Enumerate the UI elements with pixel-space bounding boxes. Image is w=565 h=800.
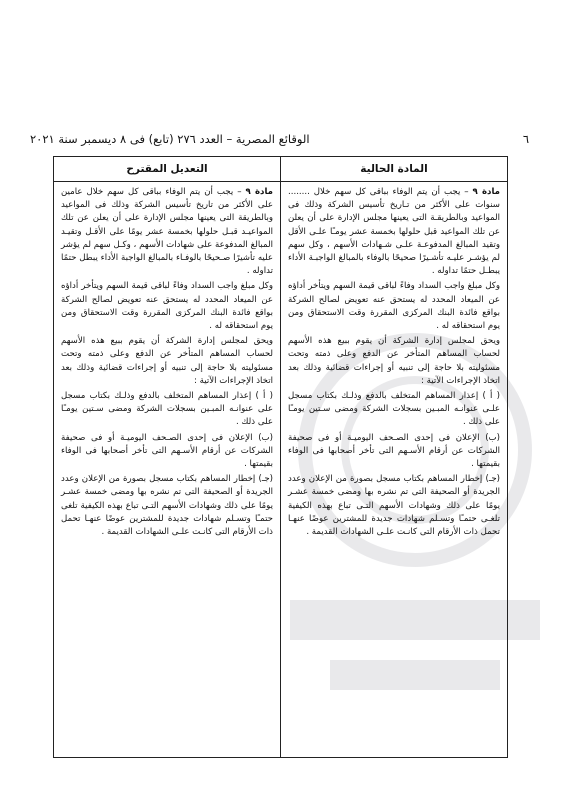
- header-current-article: المادة الحالية: [360, 163, 428, 175]
- proposed-paragraph-3: ويحق لمجلس إدارة الشركة أن يقوم ببيع هذه الأسهم لحساب المساهم المتأخر عن الدفع وعلى ذمته وتحت مسئوليته بلا حاجة إلى تنبيه أو إجراءات قضائية وذلك بعد اتخاذ الإجراءات الآتية :: [61, 336, 273, 386]
- proposed-paragraph-2: وكل مبلغ واجب السداد وفاءً لباقى قيمة السهم ويتأخر أداؤه عن الميعاد المحدد له يستحق عنه تعويض لصالح الشركة بواقع فائدة البنك المركزى المقررة وقت الاستحقاق ومن يوم استحقاقه له .: [61, 281, 273, 332]
- current-p1-text: – يجب أن يتم الوفاء بباقى كل سهم خلال ........ سنوات على الأكثر من تـاريخ تأسيس الشركة وذلك فى المواعيد وبالطريقـة التى يعينها مجلس الإدارة على أن يعلن عن تلك المواعيد قبل حلولها بخمسة عشر يومـًا علـى الأقل وتقيد المبالغ المدفوعـة علـى شـهادات الأسهم ، وكل سهم لم يؤشـر عليـه تأشـيرًا صحيحًا بالوفاء بالمبالغ الواجبـة الأداء يبطـل حتمًا تداوله .: [288, 187, 500, 277]
- current-paragraph-3: ويحق لمجلس إدارة الشركة أن يقوم ببيع هذه الأسهم لحساب المساهم المتأخر عن الدفع وعلى ذمته وتحت مسئوليته بلا حاجة إلى تنبيه أو إجراءات قضائية وذلك بعد اتخاذ الإجراءات الآتية :: [288, 336, 500, 386]
- proposed-p1-text: – يجب أن يتم الوفاء بباقى كل سهم خلال عامين على الأكثر من تاريخ تأسيس الشركة وذلك فى المواعيد وبالطريقة التى يعينها مجلس الإدارة على أن يعلن عن تلك المواعيـد قبـل حلولها بخمسة عشر يومًا على الأقـل وتقيـد المبالغ المدفوعة على شهادات الأسهم ، وكـل سهم لم يؤشر عليه تأشيرًا صـحيحًا بالوفـاء بالمبالغ الواجبة الأداء يبطل حتمًا تداوله .: [61, 187, 273, 277]
- page-header: [30, 130, 529, 148]
- current-article-column: [281, 182, 507, 757]
- current-item-b: (ب) الإعلان فى إحدى الصـحف اليوميـة أو فى صحيفة الشركات عن أرقام الأسـهم التى تأخر أصحابها فى الوفاء بقيمتها .: [288, 432, 500, 470]
- proposed-paragraph-1: [61, 186, 273, 278]
- table-body-row: [54, 182, 507, 757]
- table-header-row: [54, 157, 507, 182]
- proposed-item-b: (ب) الإعلان فى إحدى الصـحف اليوميـة أو فى صحيفة الشركات عن أرقام الأسـهم التى تأخر أصحابها فى الوفاء بقيمتها .: [61, 432, 273, 470]
- article-label: مادة ٩: [472, 187, 500, 197]
- proposed-amendment-column: [54, 182, 281, 757]
- header-proposed-amendment: التعديل المقترح: [54, 157, 281, 181]
- current-paragraph-2: وكل مبلغ واجب السداد وفاءً لباقى قيمة السهم ويتأخر أداؤه عن الميعاد المحدد له يستحق عنه تعويض لصالح الشركة بواقع فائدة البنك المركزى المقررة وقت الاستحقاق ومن يوم استحقاقه له .: [288, 281, 500, 332]
- comparison-table: [53, 156, 508, 758]
- proposed-item-c: (جـ) إخطار المساهم بكتاب مسجل بصورة من الإعلان وعدد الجريدة أو الصحيفة التى تم نشره بها ومضى خمسة عشـر يومًا على ذلك وشهادات الأسهم التـى تباع بهذه الكيفية تلغى حتمـًا وتسـلم شهادات جديدة للمشترين عوضًا عنهـا تحمل ذات الأرقام التى كانـت علـى الشهادات القديمة .: [61, 474, 273, 538]
- current-item-a: ( أ ) إعذار المساهم المتخلف بالدفع وذلـك بكتاب مسجل علـى عنوانـه المبـين بسجلات الشركة ومضى سـتين يومـًا على ذلك .: [288, 391, 500, 428]
- proposed-item-a: ( أ ) إعذار المساهم المتخلف بالدفع وذلـك بكتاب مسجل على عنوانـه المبـين بسجلات الشركة ومضى سـتين يومـًا على ذلك .: [61, 391, 273, 428]
- page-number: ٦: [522, 132, 529, 146]
- current-item-c: (جـ) إخطار المساهم بكتاب مسجل بصورة من الإعلان وعدد الجريدة أو الصحيفة التى تم نشره بها ومضى خمسة عشـر يومًا على ذلك وشهادات الأسهم التـى تباع بهذه الكيفية تلغـى حتمـًا وتسـلم شهادات جديدة للمشترين عوضًا عنهـا تحمل ذات الأرقام التى كانـت علـى الشهادات القديمة .: [288, 474, 500, 538]
- gazette-title: الوقائع المصرية – العدد ٢٧٦ (تابع) فى ٨ ديسمبر سنة ٢٠٢١: [30, 132, 310, 146]
- article-label: مادة ٩: [245, 187, 273, 197]
- current-paragraph-1: [288, 186, 500, 278]
